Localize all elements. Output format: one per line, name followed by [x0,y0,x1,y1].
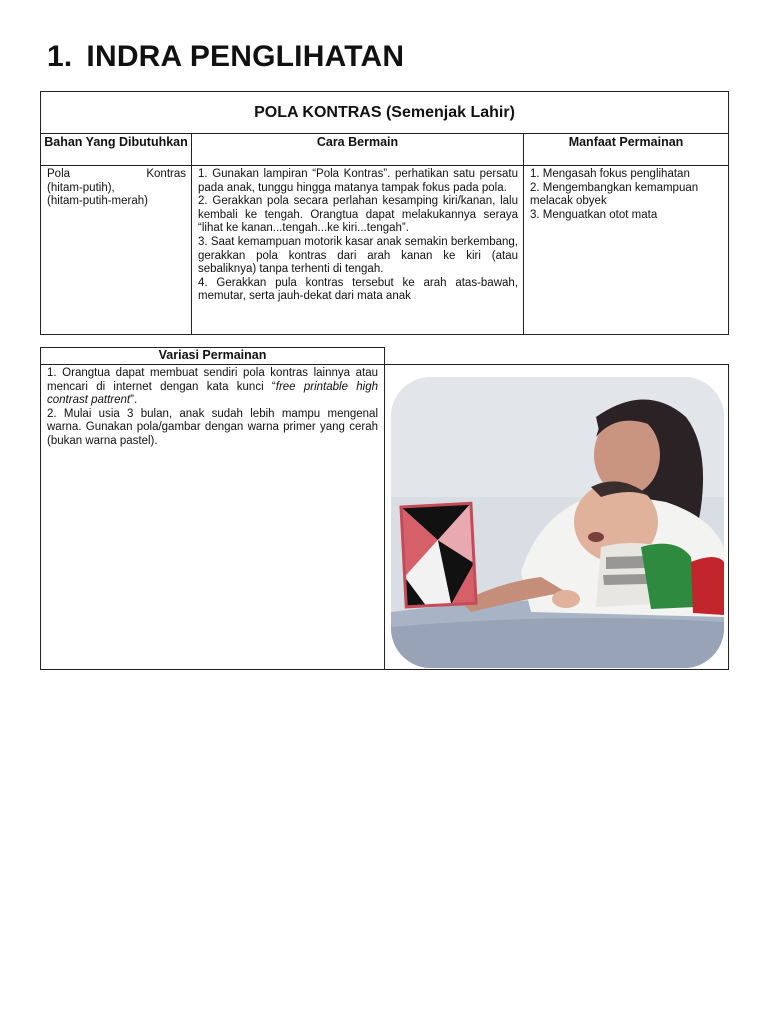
activity-table [40,91,729,335]
cara-step-3: 3. Saat kemampuan motorik kasar anak semakin berkembang, gerakkan pola kontras dari arah kanan ke kiri (atau sebaliknya) tanpa terhenti di tengah. [198,235,518,276]
bahan-cell [41,166,192,335]
col-header-manfaat: Manfaat Permainan [524,134,729,166]
variation-table [40,347,729,670]
variation-title: Variasi Permainan [41,348,385,365]
manfaat-item-3: 3. Menguatkan otot mata [530,208,658,221]
activity-title: POLA KONTRAS (Semenjak Lahir) [41,92,729,134]
section-number: 1. [47,40,73,73]
variation-text-cell [41,365,385,670]
col-header-bahan: Bahan Yang Dibutuhkan [41,134,192,166]
manfaat-item-1: 1. Mengasah fokus penglihatan [530,168,690,180]
variation-item-1-text: 1. Orangtua dapat membuat sendiri pola kontras lainnya atau mencari di internet dengan kata kunci “ [47,367,378,393]
section-title: INDRA PENGLIHATAN [86,40,405,73]
cara-cell [192,166,524,335]
cara-step-1: 1. Gunakan lampiran “Pola Kontras”. perhatikan satu persatu pada anak, tunggu hingga matanya tampak fokus pada pola. [198,168,518,194]
variation-item-1-keyword: free printable high contrast pattrent [47,380,379,407]
cara-step-2: 2. Gerakkan pola secara perlahan kesamping kiri/kanan, lalu kembali ke tengah. Orangtua dapat melakukannya seraya “lihat ke kanan...tengah...ke kiri...tengah”. [198,195,518,235]
variation-item-1 [47,367,378,408]
bahan-word-1: Pola [47,168,71,180]
section-heading [47,40,404,74]
bahan-line-3: (hitam-putih-merah) [47,195,148,208]
manfaat-cell [524,166,729,335]
cara-step-4: 4. Gerakkan pula kontras tersebut ke arah atas-bawah, memutar, serta jauh-dekat dari mata anak [198,276,518,303]
header-spacer [385,348,729,365]
variation-item-2: 2. Mulai usia 3 bulan, anak sudah lebih mampu mengenal warna. Gunakan pola/gambar dengan warna primer yang cerah (bukan warna pastel). [47,407,378,447]
bahan-line-2: (hitam-putih), [47,181,115,194]
mother-baby-contrast-card-photo [391,377,724,668]
variation-item-1-close: ”. [130,394,138,407]
col-header-cara: Cara Bermain [192,134,524,166]
manfaat-item-2: 2. Mengembangkan kemampuan melacak obyek [530,181,699,208]
bahan-word-2: Kontras [146,168,186,180]
photo-cell [385,365,729,670]
